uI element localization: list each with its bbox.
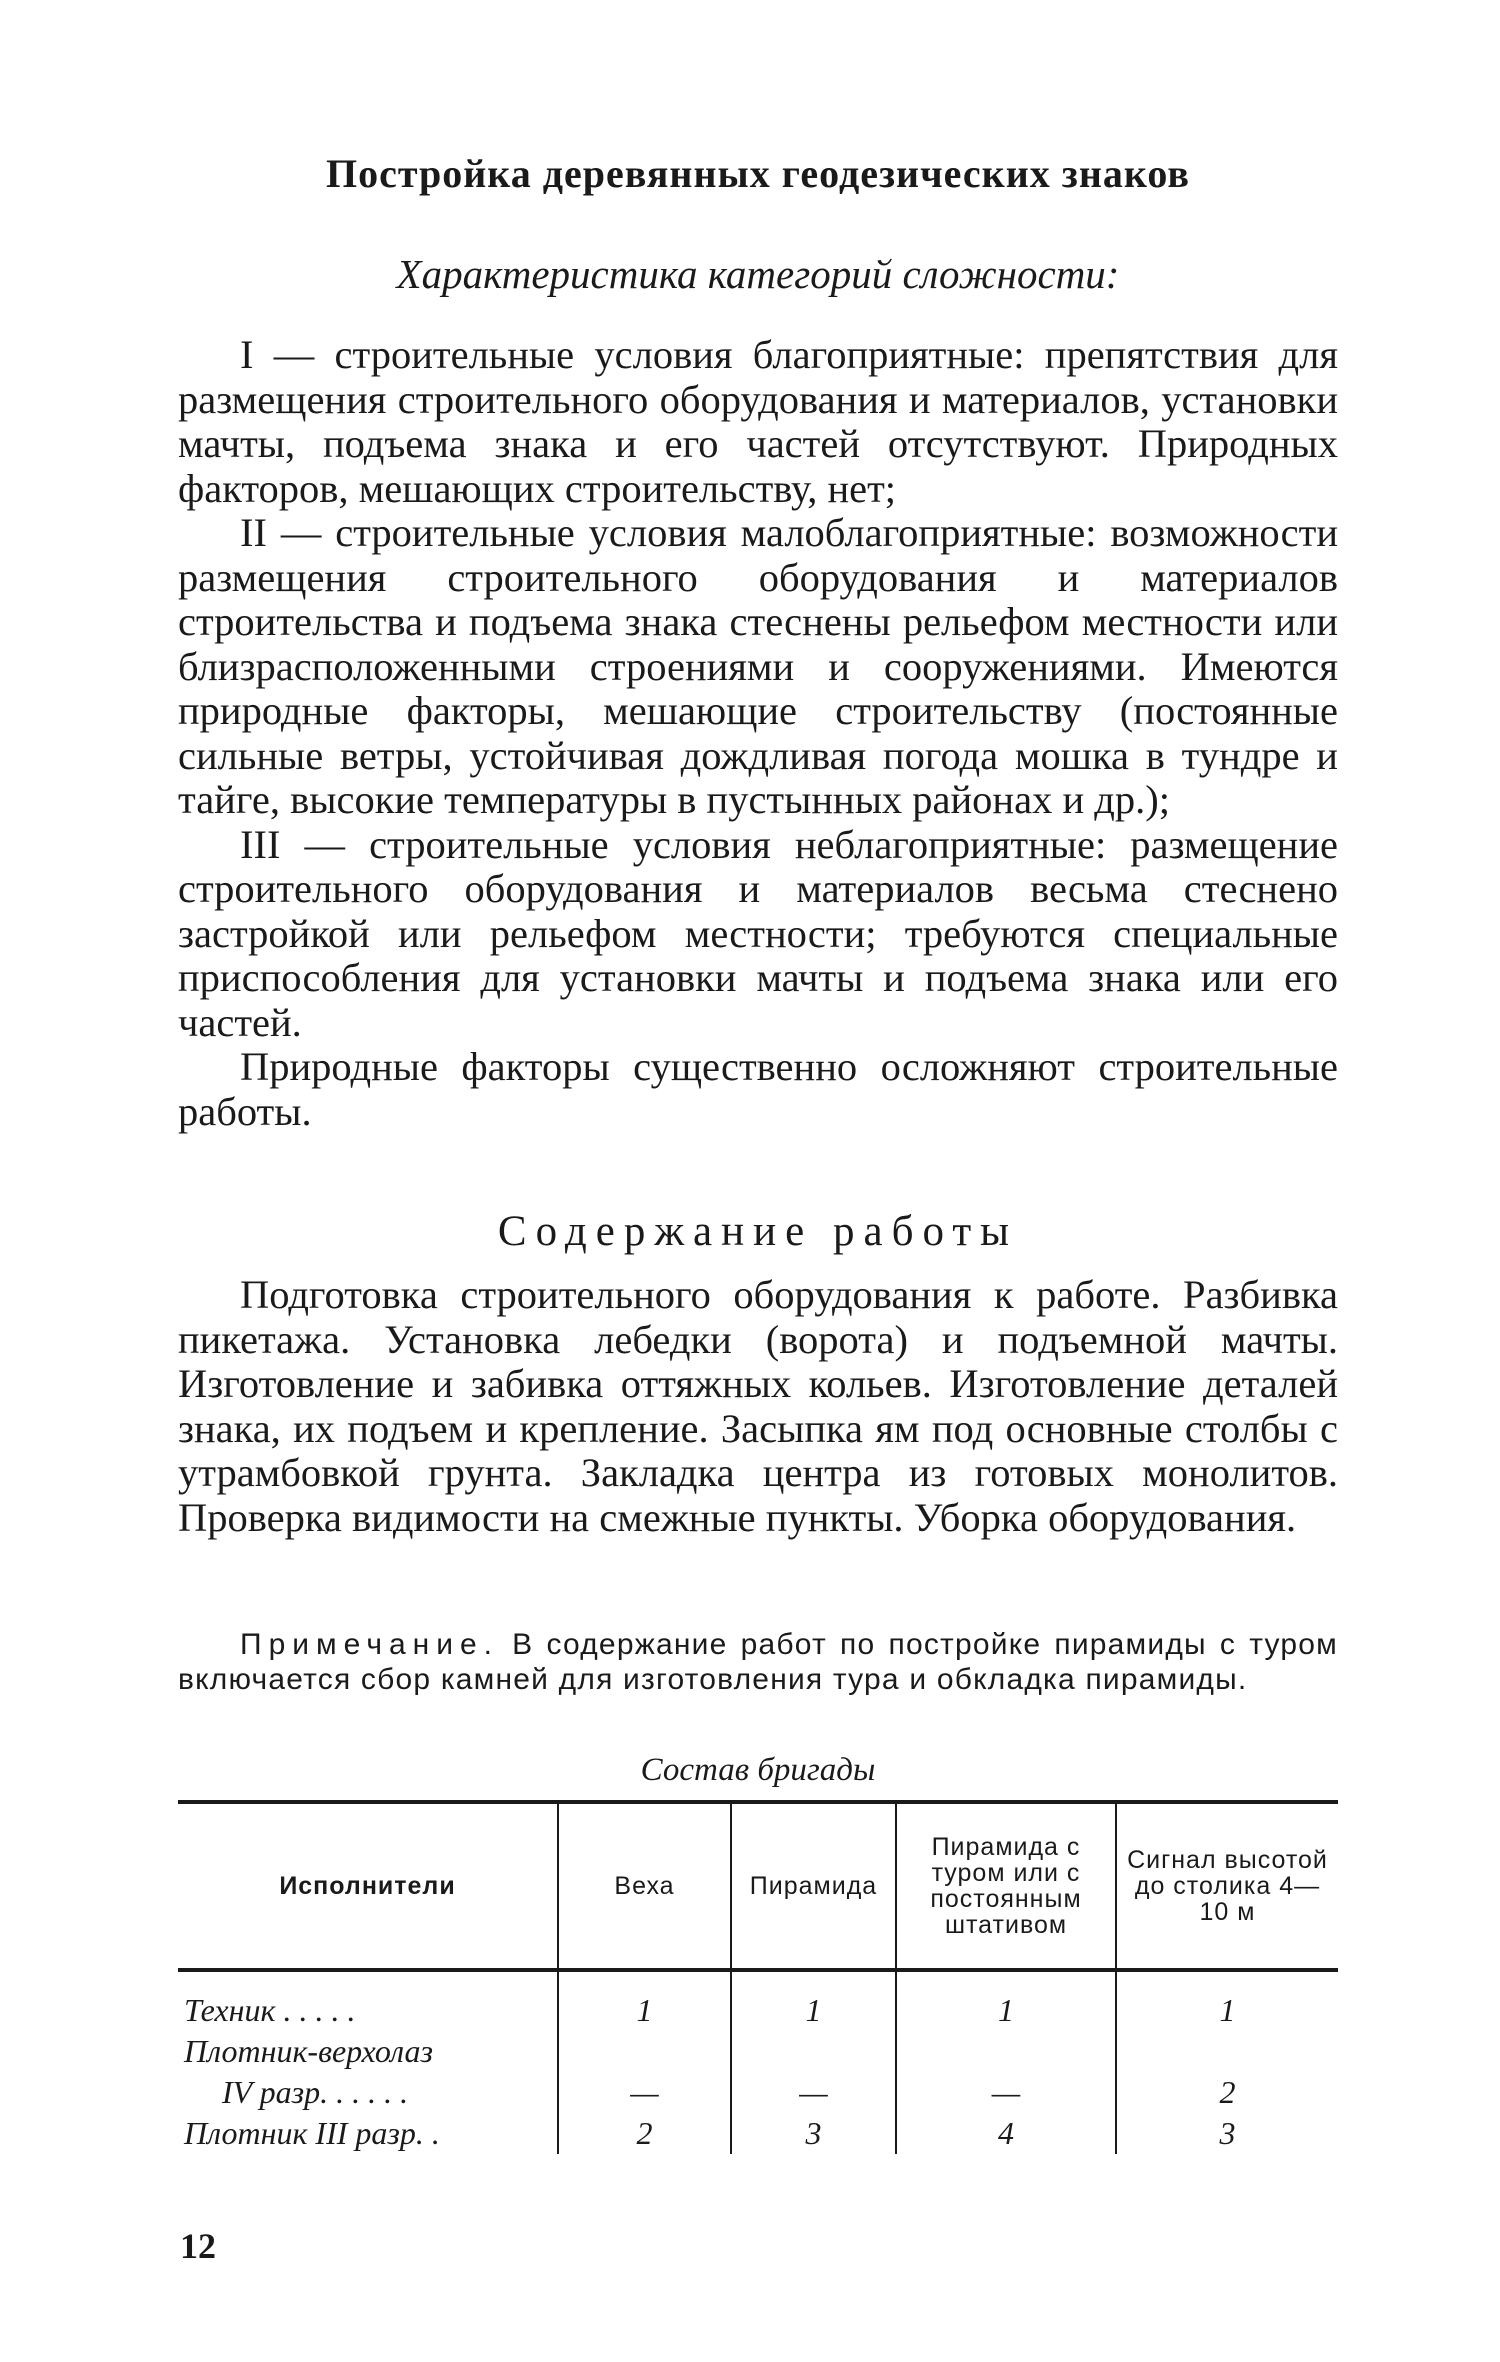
header-pyramid: Пирамида: [731, 1802, 896, 1970]
category-descriptions: [178, 333, 1338, 1134]
cell-value: —: [558, 2072, 731, 2113]
cell-value: 3: [731, 2113, 896, 2154]
crew-table: [178, 1800, 1338, 2154]
cell-value: [1116, 2031, 1338, 2072]
cell-value: [558, 2031, 731, 2072]
category-2-text: II — строительные условия малоблагоприятные: возможности размещения строительного оборудования и материалов строительства и подъема знака стеснены рельефом местности или близрасположенными строениями и сооружениями. Имеются природные факторы, мешающие строительству (постоянные сильные ветры, устойчивая дождливая погода мошка в тундре и тайге, высокие температуры в пустынных районах и др.);: [178, 510, 1338, 822]
cell-value: —: [896, 2072, 1116, 2113]
category-3-text: III — строительные условия неблагоприятные: размещение строительного оборудования и материалов весьма стеснено застройкой или рельефом местности; требуются специальные приспособления для установки мачты и подъема знака или его частей.: [178, 821, 1338, 1045]
page-number: 12: [180, 2226, 216, 2266]
cell-value: 1: [896, 1970, 1116, 2031]
cell-value: 3: [1116, 2113, 1338, 2154]
table-caption: Состав бригады: [640, 1752, 876, 1788]
table-row: [178, 2113, 1338, 2154]
cell-value: [896, 2031, 1116, 2072]
note-text: В содержание работ по постройке пирамиды с туром включается сбор камней для изготовления тура и обкладка пирамиды.: [178, 1628, 1338, 1696]
header-performers: Исполнители: [279, 1872, 456, 1900]
header-pole: Веха: [558, 1802, 731, 1970]
header-signal: Сигнал высотой до столика 4—10 м: [1116, 1802, 1338, 1970]
row-name: IV разр. . . . . .: [222, 2074, 409, 2110]
cell-value: 2: [558, 2113, 731, 2154]
work-content-text: Подготовка строительного оборудования к работе. Разбивка пикетажа. Установка лебедки (ворота) и подъемной мачты. Изготовление и забивка оттяжных кольев. Изготовление деталей знака, их подъем и крепление. Засыпка ям под основные столбы с утрамбовкой грунта. Закладка центра из готовых монолитов. Проверка видимости на смежные пункты. Уборка оборудования.: [178, 1272, 1338, 1540]
cell-value: [731, 2031, 896, 2072]
section-subtitle: Характеристика категорий сложности:: [396, 251, 1120, 297]
section-heading: Содержание работы: [497, 1208, 1019, 1255]
cell-value: 1: [558, 1970, 731, 2031]
category-3-factors-text: Природные факторы существенно осложняют строительные работы.: [178, 1044, 1338, 1134]
table-row: [178, 2031, 1338, 2072]
row-name: Техник . . . . .: [184, 1992, 356, 2028]
table-row: [178, 2072, 1338, 2113]
cell-value: 2: [1116, 2072, 1338, 2113]
note: [178, 1628, 1338, 1697]
cell-value: —: [731, 2072, 896, 2113]
crew-table-container: [178, 1800, 1338, 2154]
header-pyramid-tour: Пирамида с туром или с постоянным штативом: [896, 1802, 1116, 1970]
row-name: Плотник III разр. .: [184, 2115, 440, 2151]
cell-value: 1: [731, 1970, 896, 2031]
row-name: Плотник-верхолаз: [184, 2033, 433, 2069]
cell-value: 4: [896, 2113, 1116, 2154]
cell-value: 1: [1116, 1970, 1338, 2031]
work-content: [178, 1273, 1338, 1540]
category-1-text: I — строительные условия благоприятные: препятствия для размещения строительного оборудования и материалов, установки мачты, подъема знака и его частей отсутствуют. Природных факторов, мешающих строительству, нет;: [178, 332, 1338, 511]
table-header-row: [178, 1802, 1338, 1970]
page-title: Постройка деревянных геодезических знаков: [325, 151, 1190, 196]
table-row: [178, 1970, 1338, 2031]
note-label: Примечание.: [240, 1628, 499, 1661]
